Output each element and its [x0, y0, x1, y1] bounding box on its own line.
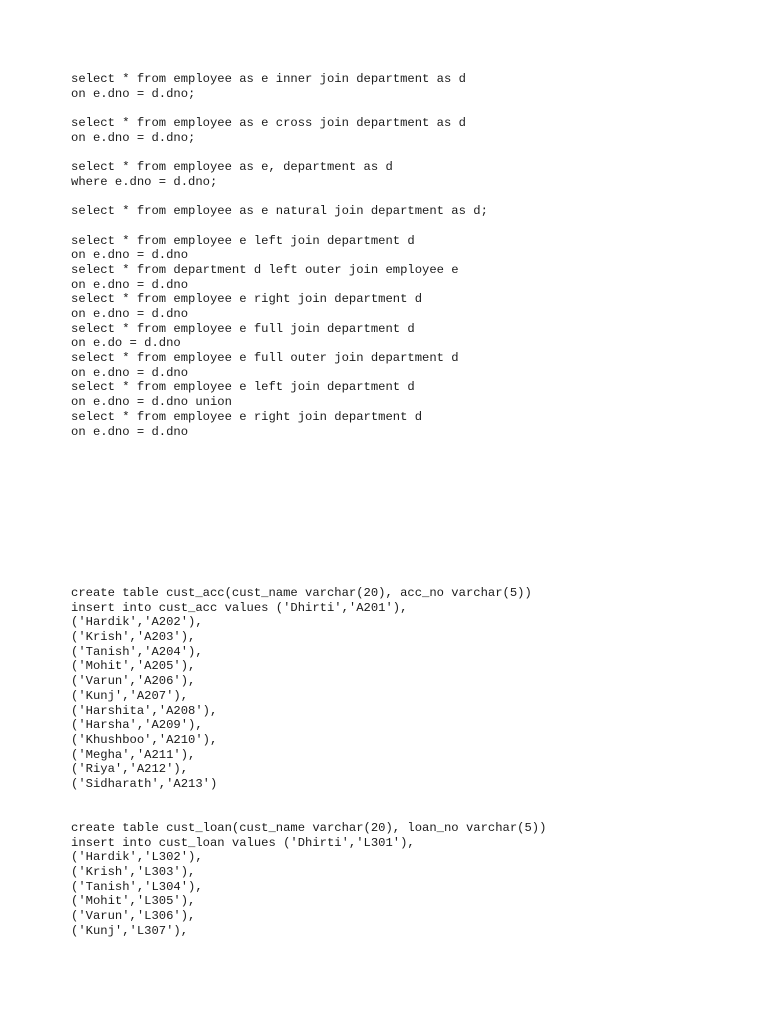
code-line: ('Megha','A211'),: [71, 747, 196, 762]
code-line: on e.dno = d.dno;: [71, 86, 196, 101]
code-line: ('Varun','A206'),: [71, 674, 196, 689]
code-line: select * from employee e full outer join department d: [71, 351, 459, 366]
code-line: ('Mohit','A205'),: [71, 659, 196, 674]
code-line: [71, 101, 488, 116]
code-line: ('Khushboo','A210'),: [71, 732, 218, 747]
sql-joins-block: [71, 72, 488, 439]
code-line: ('Kunj','L307'),: [71, 923, 189, 938]
code-line: on e.dno = d.dno: [71, 248, 189, 263]
code-line: select * from employee e right join department d: [71, 409, 423, 424]
code-line: on e.dno = d.dno union: [71, 395, 232, 410]
cust-loan-block: [71, 821, 546, 939]
code-line: ('Riya','A212'),: [71, 762, 189, 777]
code-line: insert into cust_loan values ('Dhirti','L301'),: [71, 835, 415, 850]
code-line: [71, 190, 488, 205]
code-line: ('Hardik','L302'),: [71, 850, 203, 865]
code-line: where e.dno = d.dno;: [71, 174, 218, 189]
code-line: select * from employee e left join department d: [71, 233, 415, 248]
code-line: ('Krish','A203'),: [71, 630, 196, 645]
code-line: ('Tanish','A204'),: [71, 644, 203, 659]
code-line: on e.dno = d.dno: [71, 277, 189, 292]
code-line: create table cust_acc(cust_name varchar(20), acc_no varchar(5)): [71, 586, 532, 600]
code-line: on e.do = d.dno: [71, 336, 181, 351]
code-line: ('Kunj','A207'),: [71, 688, 189, 703]
code-line: ('Krish','L303'),: [71, 865, 196, 880]
code-line: ('Harshita','A208'),: [71, 703, 218, 718]
code-line: select * from employee as e cross join department as d: [71, 116, 466, 131]
code-line: ('Varun','L306'),: [71, 909, 196, 924]
code-line: on e.dno = d.dno;: [71, 130, 196, 145]
code-line: ('Sidharath','A213'): [71, 776, 218, 791]
code-line: ('Hardik','A202'),: [71, 615, 203, 630]
code-line: on e.dno = d.dno: [71, 307, 189, 321]
code-line: ('Harsha','A209'),: [71, 718, 203, 733]
code-line: select * from department d left outer join employee e: [71, 262, 459, 277]
cust-acc-block: [71, 586, 532, 792]
code-line: select * from employee as e inner join department as d: [71, 72, 466, 86]
code-line: select * from employee e left join department d: [71, 380, 415, 395]
code-line: select * from employee e right join department d: [71, 292, 423, 307]
code-line: create table cust_loan(cust_name varchar(20), loan_no varchar(5)): [71, 821, 547, 835]
code-line: on e.dno = d.dno: [71, 365, 189, 380]
code-line: on e.dno = d.dno: [71, 424, 189, 439]
code-line: [71, 219, 488, 234]
code-line: select * from employee as e natural join department as d;: [71, 204, 488, 219]
code-line: ('Tanish','L304'),: [71, 879, 203, 894]
code-line: select * from employee as e, department as d: [71, 160, 393, 175]
code-line: [71, 145, 488, 160]
code-line: ('Mohit','L305'),: [71, 894, 196, 909]
code-line: insert into cust_acc values ('Dhirti','A201'),: [71, 600, 408, 615]
code-line: select * from employee e full join department d: [71, 321, 415, 336]
